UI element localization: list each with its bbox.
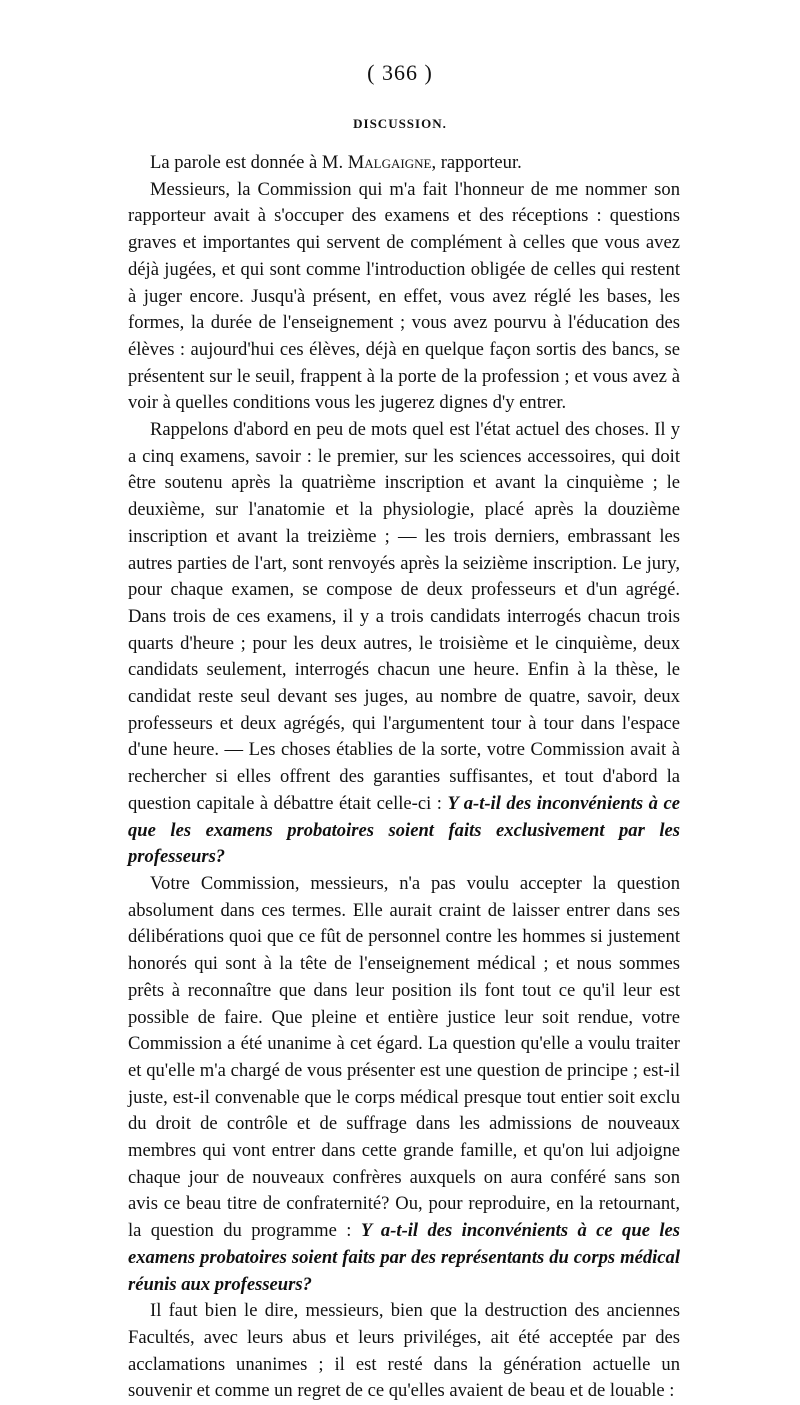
paragraph-1-lead: La parole est donnée à M.	[150, 152, 348, 173]
paragraph-1-tail: , rapporteur.	[431, 152, 522, 173]
speaker-name: Malgaigne	[347, 152, 432, 173]
section-title: DISCUSSION.	[353, 116, 447, 131]
question-1: Y a-t-il des inconvénients à ce que les examens probatoires soient faits exclusivement par les professeurs?	[128, 792, 680, 868]
question-2: Y a-t-il des inconvénients à ce que les examens probatoires soient faits par des représentants du corps médical réunis aux professeurs?	[128, 1220, 680, 1295]
paragraph-4-text: Votre Commission, messieurs, n'a pas voulu accepter la question absolument dans ces termes. Elle aurait craint de laisser entrer dans ses délibérations quoi que ce fût de personnel contre les hommes si justement honorés qui sont à la tête de l'enseignement médical ; et nous sommes prêts à reconnaître que dans leur position ils font tout ce qu'il leur est possible de faire. Que pleine et entière justice leur soit rendue, votre Commission a été unanime à cet égard. La question qu'elle a voulu traiter et qu'elle m'a chargé de vous présenter est une question de principe ; est-il juste, est-il convenable que le corps médical presque tout entier soit exclu du droit de contrôle et de suffrage dans les admissions de nouveaux membres qui vont entrer dans cette grande famille, et qu'on lui adjoigne chaque jour de nouveaux confrères auxquels on aura conféré sans son avis ce beau titre de confraternité? Ou, pour reproduire, en la retournant, la question du programme :	[128, 872, 680, 1242]
paragraph-3-text: Rappelons d'abord en peu de mots quel est l'état actuel des choses. Il y a cinq examens, savoir : le premier, sur les sciences accessoires, qui doit être soutenu après la quatrième inscription et avant la cinquième ; le deuxième, sur l'anatomie et la physiologie, placé après la douzième inscription et avant la treizième ; — les trois derniers, embrassant les autres parties de l'art, sont renvoyés après la seizième inscription. Le jury, pour chaque examen, se compose de deux professeurs et d'un agrégé. Dans trois de ces examens, il y a trois candidats interrogés chacun trois quarts d'heure ; pour les deux autres, le troisième et le cinquième, deux candidats seulement, interrogés chacun une heure. Enfin à la thèse, le candidat reste seul devant ses juges, au nombre de quatre, savoir, deux professeurs et deux agrégés, qui l'argumentent tour à tour dans l'espace d'une heure. — Les choses établies de la sorte, votre Commission avait à rechercher si elles offrent des garanties suffisantes, et tout d'abord la question capitale à débattre était celle-ci :	[128, 419, 680, 814]
paragraph-5: Il faut bien le dire, messieurs, bien que la destruction des anciennes Facultés, avec leurs abus et leurs priviléges, ait été acceptée par des acclamations unanimes ; il est resté dans la génération actuelle un souvenir et comme un regret de ce qu'elles avaient de beau et de louable :	[128, 1300, 680, 1402]
body-text	[128, 150, 680, 1405]
paragraph-4	[128, 871, 680, 1298]
paragraph-2: Messieurs, la Commission qui m'a fait l'honneur de me nommer son rapporteur avait à s'occuper des examens et des réceptions : questions graves et importantes qui servent de complément à celles que vous avez déjà jugées, et qui sont comme l'introduction obligée de celles qui restent à juger encore. Jusqu'à présent, en effet, vous avez réglé les bases, les formes, la durée de l'enseignement ; vous avez pourvu à l'éducation des élèves : aujourd'hui ces élèves, déjà en quelque façon sortis des bancs, se présentent sur le seuil, frappent à la porte de la profession ; et vous avez à voir à quelles conditions vous les jugerez dignes d'y entrer.	[128, 178, 680, 414]
paragraph-3	[128, 417, 680, 871]
page-number: ( 366 )	[367, 60, 433, 85]
paragraph-1	[128, 150, 680, 177]
